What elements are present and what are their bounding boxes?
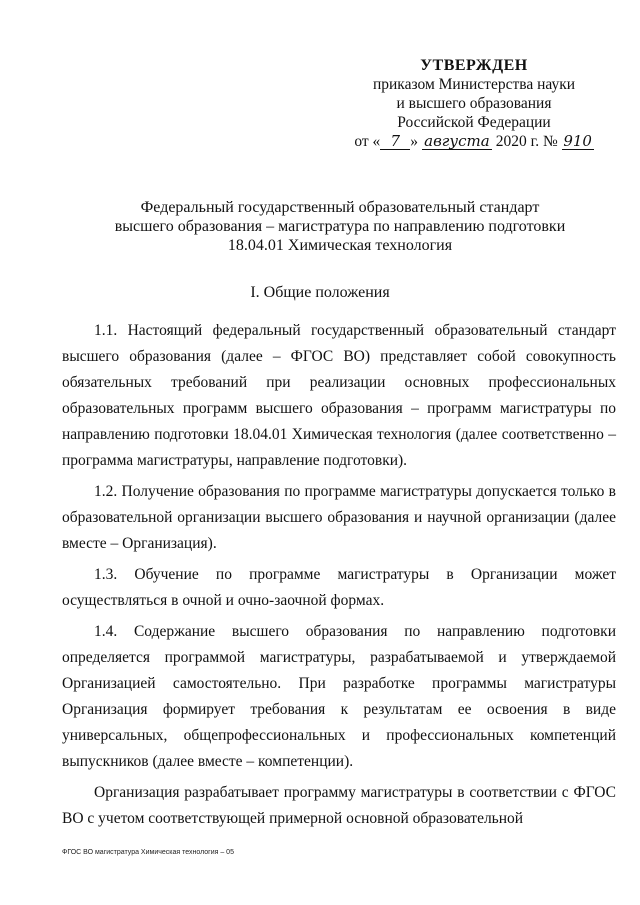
approval-close-quote: » <box>410 133 419 150</box>
paragraph-1-1: 1.1. Настоящий федеральный государственный образовательный стандарт высшего образования (далее – ФГОС ВО) представляет собой совокупность обязательных требований при реализации основных профессиональных образовательных программ высшего образования – программ магистратуры по направлению подготовки 18.04.01 Химическая технология (далее соответственно – программа магистратуры, направление подготовки). <box>62 322 616 469</box>
approval-heading: УТВЕРЖДЕН <box>420 57 528 74</box>
page-footer: ФГОС ВО магистратура Химическая технология – 05 <box>62 849 234 856</box>
approval-line-1: приказом Министерства науки <box>372 76 576 93</box>
title-line-3: 18.04.01 Химическая технология <box>227 237 453 254</box>
paragraph-1-2: 1.2. Получение образования по программе магистратуры допускается только в образовательной организации высшего образования и научной организации (далее вместе – Организация). <box>62 483 616 552</box>
paragraph-1-3: 1.3. Обучение по программе магистратуры в Организации может осуществляться в очной и очно-заочной формах. <box>62 566 616 609</box>
approval-block <box>344 56 604 151</box>
paragraph-1-4: 1.4. Содержание высшего образования по направлению подготовки определяется программой магистратуры, разрабатываемой и утверждаемой Организацией самостоятельно. При разработке программы магистратуры Организация формирует требования к результатам ее освоения в виде универсальных, общепрофессиональных и профессиональных компетенций выпускников (далее вместе – компетенции). <box>62 623 616 770</box>
title-line-1: Федеральный государственный образовательный стандарт <box>140 199 540 216</box>
approval-line-3: Российской Федерации <box>397 114 551 131</box>
document-title <box>60 198 620 255</box>
approval-number-handwritten: 910 <box>563 132 592 150</box>
title-line-2: высшего образования – магистратура по направлению подготовки <box>114 218 566 235</box>
approval-day-handwritten: 7 <box>380 133 410 150</box>
approval-line-2: и высшего образования <box>396 95 552 112</box>
approval-year-label: 2020 г. № <box>495 133 558 150</box>
document-body <box>62 318 616 832</box>
paragraph-1-4-continued: Организация разрабатывает программу магистратуры в соответствии с ФГОС ВО с учетом соответствующей примерной основной образовательной <box>62 784 616 827</box>
approval-month-handwritten: августа <box>422 133 492 150</box>
section-heading: I. Общие положения <box>250 284 390 301</box>
approval-from-label: от « <box>354 133 381 150</box>
approval-date-line <box>344 132 604 151</box>
